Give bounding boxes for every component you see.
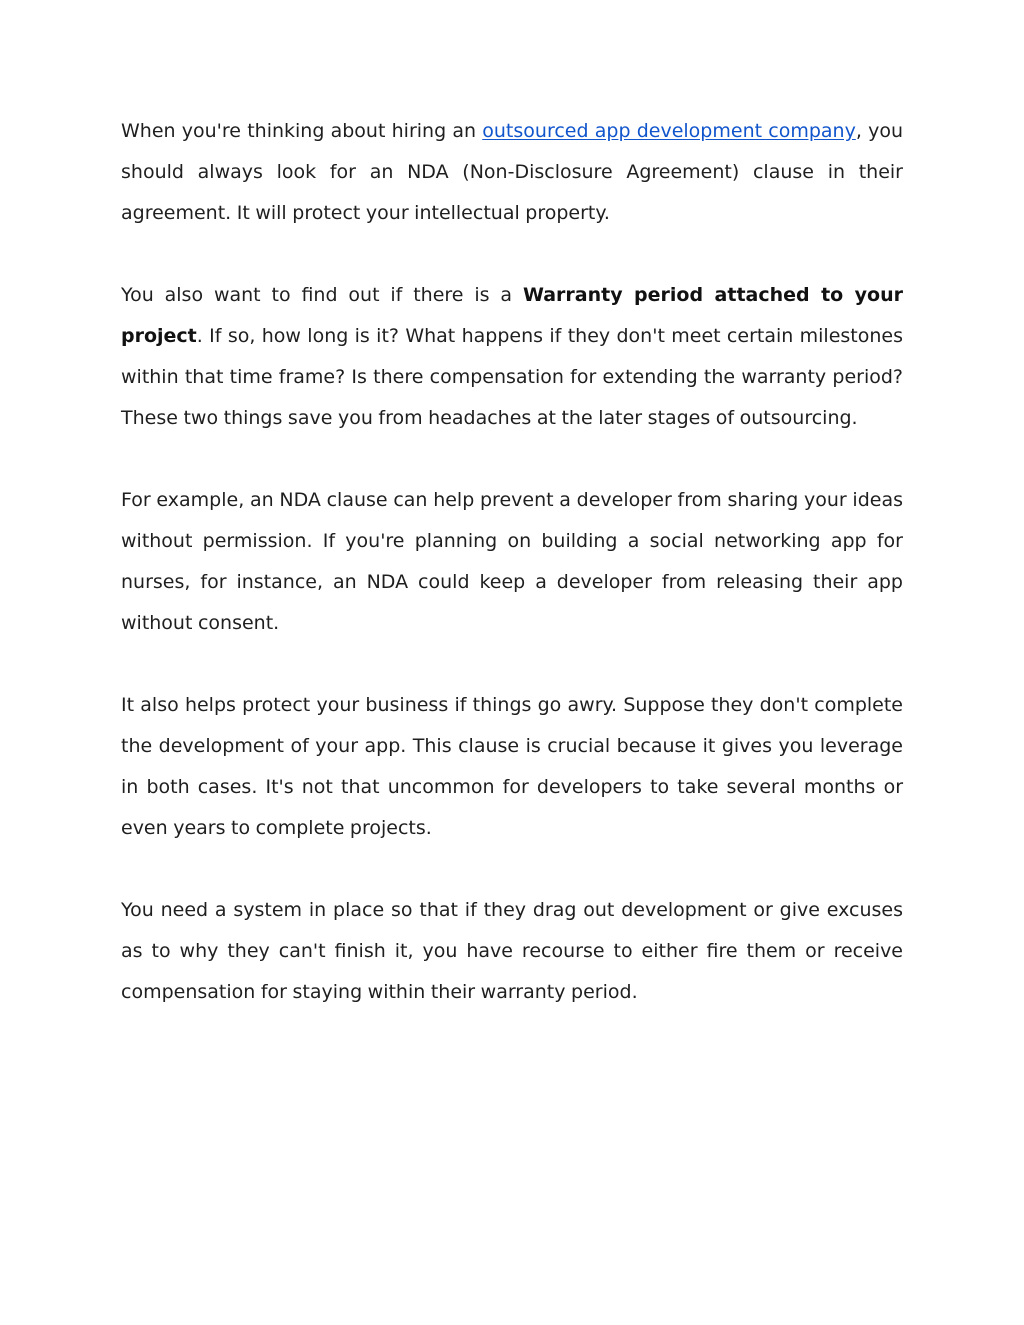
- paragraph-text: , you should always look for an NDA (Non-Disclosure Agreement) clause in their agreement. It will protect your intellectual property.: [121, 120, 904, 224]
- paragraph-text: . If so, how long is it? What happens if they don't meet certain milestones within that time frame? Is there compensation for extending the warranty period? These two things save you from headaches at the later stages of outsourcing.: [121, 325, 903, 429]
- paragraph-text: When you're thinking about hiring an: [121, 120, 483, 142]
- outsourced-company-link[interactable]: outsourced app development company: [482, 120, 856, 142]
- paragraph-nda-example: For example, an NDA clause can help prevent a developer from sharing your ideas without permission. If you're planning on building a social networking app for nurses, for instance, an NDA could keep a developer from releasing their app without consent.: [121, 489, 903, 634]
- paragraph-system: You need a system in place so that if they drag out development or give excuses as to why they can't finish it, you have recourse to either fire them or receive compensation for staying within their warranty period.: [121, 899, 903, 1003]
- paragraph-protection: It also helps protect your business if things go awry. Suppose they don't complete the development of your app. This clause is crucial because it gives you leverage in both cases. It's not that uncommon for developers to take several months or even years to complete projects.: [121, 694, 903, 839]
- paragraph-warranty: [121, 275, 903, 439]
- paragraph-text: You also want to find out if there is a: [121, 284, 523, 306]
- warranty-bold-text: Warranty period attached to your project: [121, 284, 903, 347]
- paragraph-nda-intro: [121, 111, 903, 234]
- document-body: [121, 111, 903, 1054]
